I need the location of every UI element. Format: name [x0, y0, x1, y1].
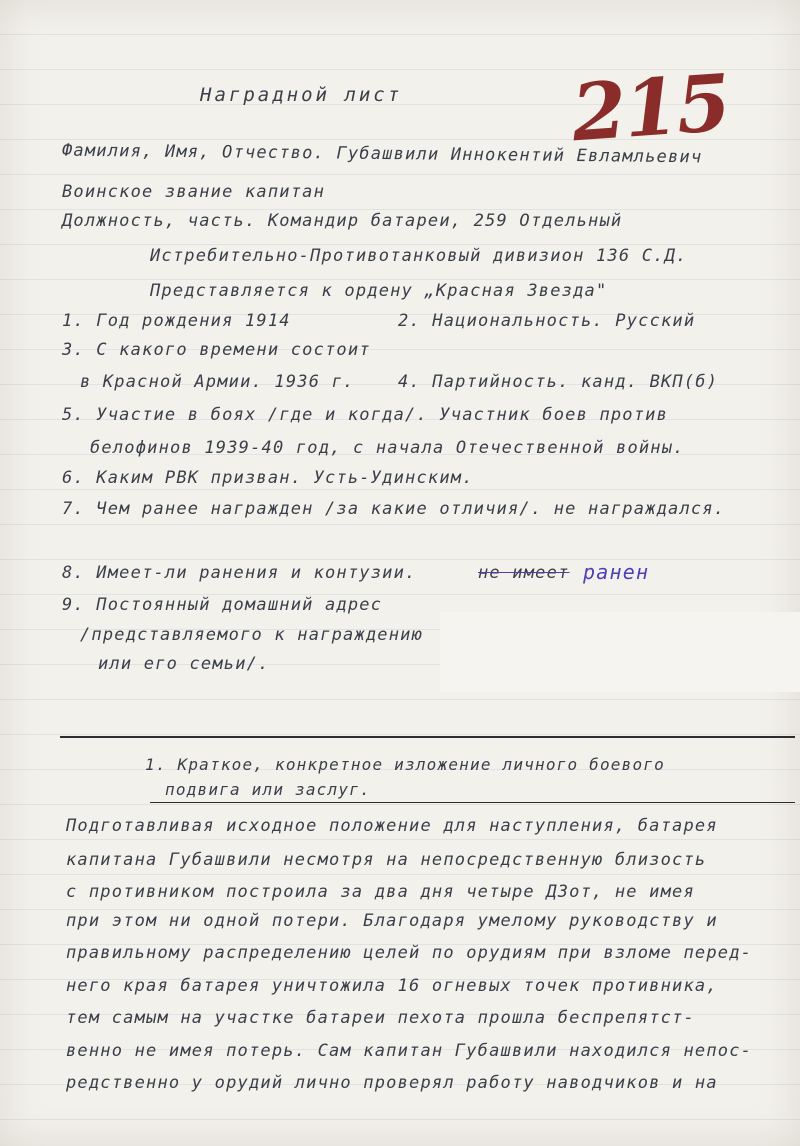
line-combat-details: белофинов 1939-40 год, с начала Отечественной войны.: [90, 438, 685, 458]
line-wounds-label: 8. Имеет-ли ранения и контузии.: [62, 563, 417, 583]
line-address-note: /представляемого к награждению: [80, 625, 424, 645]
line-address-label: 9. Постоянный домашний адрес: [62, 595, 383, 615]
section-divider-top: [60, 736, 795, 738]
line-wounds-correction: ранен: [583, 560, 650, 584]
line-party: 4. Партийность. канд. ВКП(б): [398, 372, 719, 392]
line-combat-participation: 5. Участие в боях /где и когда/. Участник боев против: [62, 405, 669, 425]
line-birth-year: 1. Год рождения 1914: [62, 311, 291, 331]
document-title: Наградной лист: [200, 84, 403, 106]
line-unit: Истребительно-Противотанковый дивизион 136 С.Д.: [150, 246, 688, 266]
line-rank: Воинское звание капитан: [62, 182, 326, 202]
narrative-line: правильному распределению целей по орудиям при взломе перед-: [66, 943, 753, 963]
narrative-line: с противником построила за два дня четыре ДЗот, не имея: [66, 882, 695, 902]
narrative-line: редственно у орудий лично проверял работу наводчиков и на: [66, 1073, 718, 1093]
section-heading: 1. Краткое, конкретное изложение личного боевого: [145, 755, 665, 774]
line-position: Должность, часть. Командир батареи, 259 Отдельный: [62, 211, 623, 231]
line-service-since: в Красной Армии. 1936 г.: [80, 372, 355, 392]
narrative-line: тем самым на участке батареи пехота прошла беспрепятст-: [66, 1008, 695, 1028]
section-heading-cont: подвига или заслуг.: [165, 780, 371, 799]
narrative-line: капитана Губашвили несмотря на непосредственную близость: [66, 850, 707, 870]
line-nominated-for: Представляется к ордену „Красная Звезда": [150, 281, 608, 301]
narrative-line: него края батарея уничтожила 16 огневых точек противника,: [66, 976, 718, 996]
line-full-name: Фамилия, Имя, Отчество. Губашвили Иннокентий Евламльевич: [61, 140, 703, 168]
line-wounds-crossed: не имеет: [478, 563, 570, 583]
line-service-since-label: 3. С какого времени состоит: [62, 340, 371, 360]
line-prior-awards: 7. Чем ранее награжден /за какие отличия/. не награждался.: [62, 499, 726, 519]
narrative-line: при этом ни одной потери. Благодаря умелому руководству и: [66, 911, 718, 931]
line-nationality: 2. Национальность. Русский: [398, 311, 696, 331]
narrative-line: Подготавливая исходное положение для наступления, батарея: [66, 816, 718, 836]
document-number: 215: [568, 57, 732, 160]
section-divider-bottom: [150, 802, 795, 803]
line-conscription-office: 6. Каким РВК призван. Усть-Удинским.: [62, 468, 474, 488]
line-address-note-end: или его семьи/.: [98, 654, 270, 674]
narrative-line: венно не имея потерь. Сам капитан Губашвили находился непос-: [66, 1041, 753, 1061]
redacted-area: [440, 612, 800, 692]
